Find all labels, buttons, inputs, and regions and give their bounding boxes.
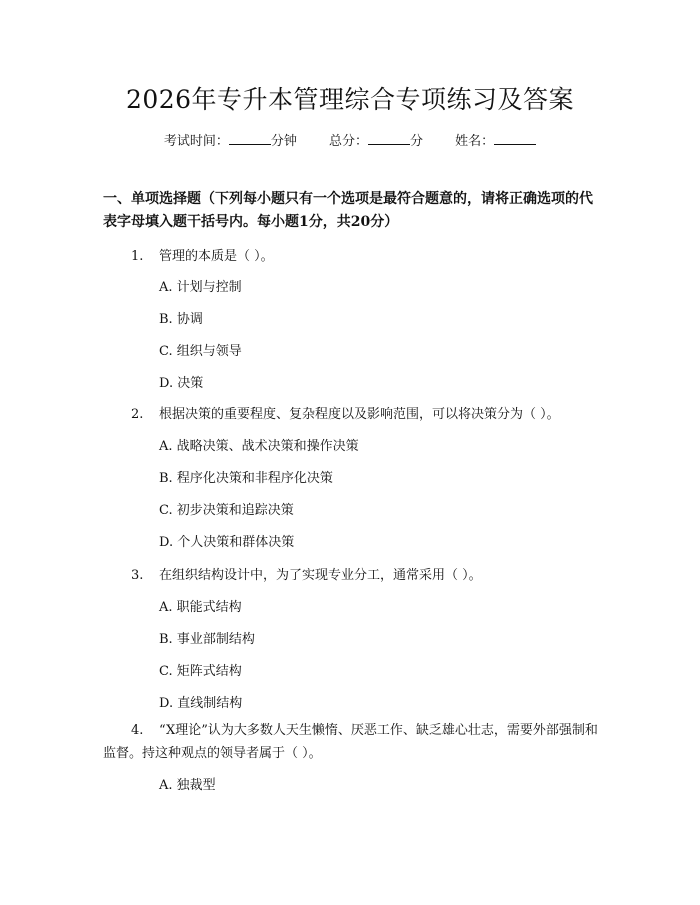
option-1b: B. 协调 xyxy=(159,312,203,327)
time-blank xyxy=(229,144,271,145)
option-2b: B. 程序化决策和非程序化决策 xyxy=(159,471,333,486)
name-label: 姓名： xyxy=(455,134,495,149)
option-1c: C. 组织与领导 xyxy=(159,344,242,359)
option-2c: C. 初步决策和追踪决策 xyxy=(159,503,294,518)
question-number: 2. xyxy=(131,407,144,422)
score-blank xyxy=(368,144,410,145)
question-number: 3. xyxy=(131,568,144,583)
exam-name xyxy=(455,134,536,149)
option-3c: C. 矩阵式结构 xyxy=(159,664,242,679)
score-label: 总分： xyxy=(328,134,368,149)
question-4 xyxy=(103,719,603,765)
time-label: 考试时间： xyxy=(163,134,229,149)
option-4a: A. 独裁型 xyxy=(159,778,216,793)
question-stem: “X理论”认为大多数人天生懒惰、厌恶工作、缺乏雄心壮志，需要外部强制和监督。持这种观点的领导者属于（ ）。 xyxy=(103,723,598,761)
option-3b: B. 事业部制结构 xyxy=(159,632,255,647)
option-1a: A. 计划与控制 xyxy=(159,280,242,295)
question-number: 4. xyxy=(131,723,144,738)
name-blank xyxy=(494,144,536,145)
question-stem: 管理的本质是（ ）。 xyxy=(159,249,274,264)
exam-time xyxy=(164,134,301,149)
option-1d: D. 决策 xyxy=(159,376,204,391)
exam-meta xyxy=(0,130,700,149)
question-stem: 在组织结构设计中，为了实现专业分工，通常采用（ ）。 xyxy=(159,568,482,583)
page-title: 2026年专升本管理综合专项练习及答案 xyxy=(125,85,575,114)
question-2 xyxy=(131,403,560,422)
option-2d: D. 个人决策和群体决策 xyxy=(159,535,295,550)
section-heading: 一、单项选择题（下列每小题只有一个选项是最符合题意的，请将正确选项的代表字母填入题干括号内。每小题1分，共20分） xyxy=(103,191,593,230)
question-number: 1. xyxy=(131,249,144,264)
score-unit: 分 xyxy=(410,134,424,149)
option-3a: A. 职能式结构 xyxy=(159,600,242,615)
option-2a: A. 战略决策、战术决策和操作决策 xyxy=(159,439,359,454)
option-3d: D. 直线制结构 xyxy=(159,696,243,711)
question-3 xyxy=(131,564,482,583)
exam-score xyxy=(329,134,427,149)
time-unit: 分钟 xyxy=(270,134,297,149)
question-stem: 根据决策的重要程度、复杂程度以及影响范围，可以将决策分为（ ）。 xyxy=(159,407,560,422)
question-1 xyxy=(131,245,274,264)
